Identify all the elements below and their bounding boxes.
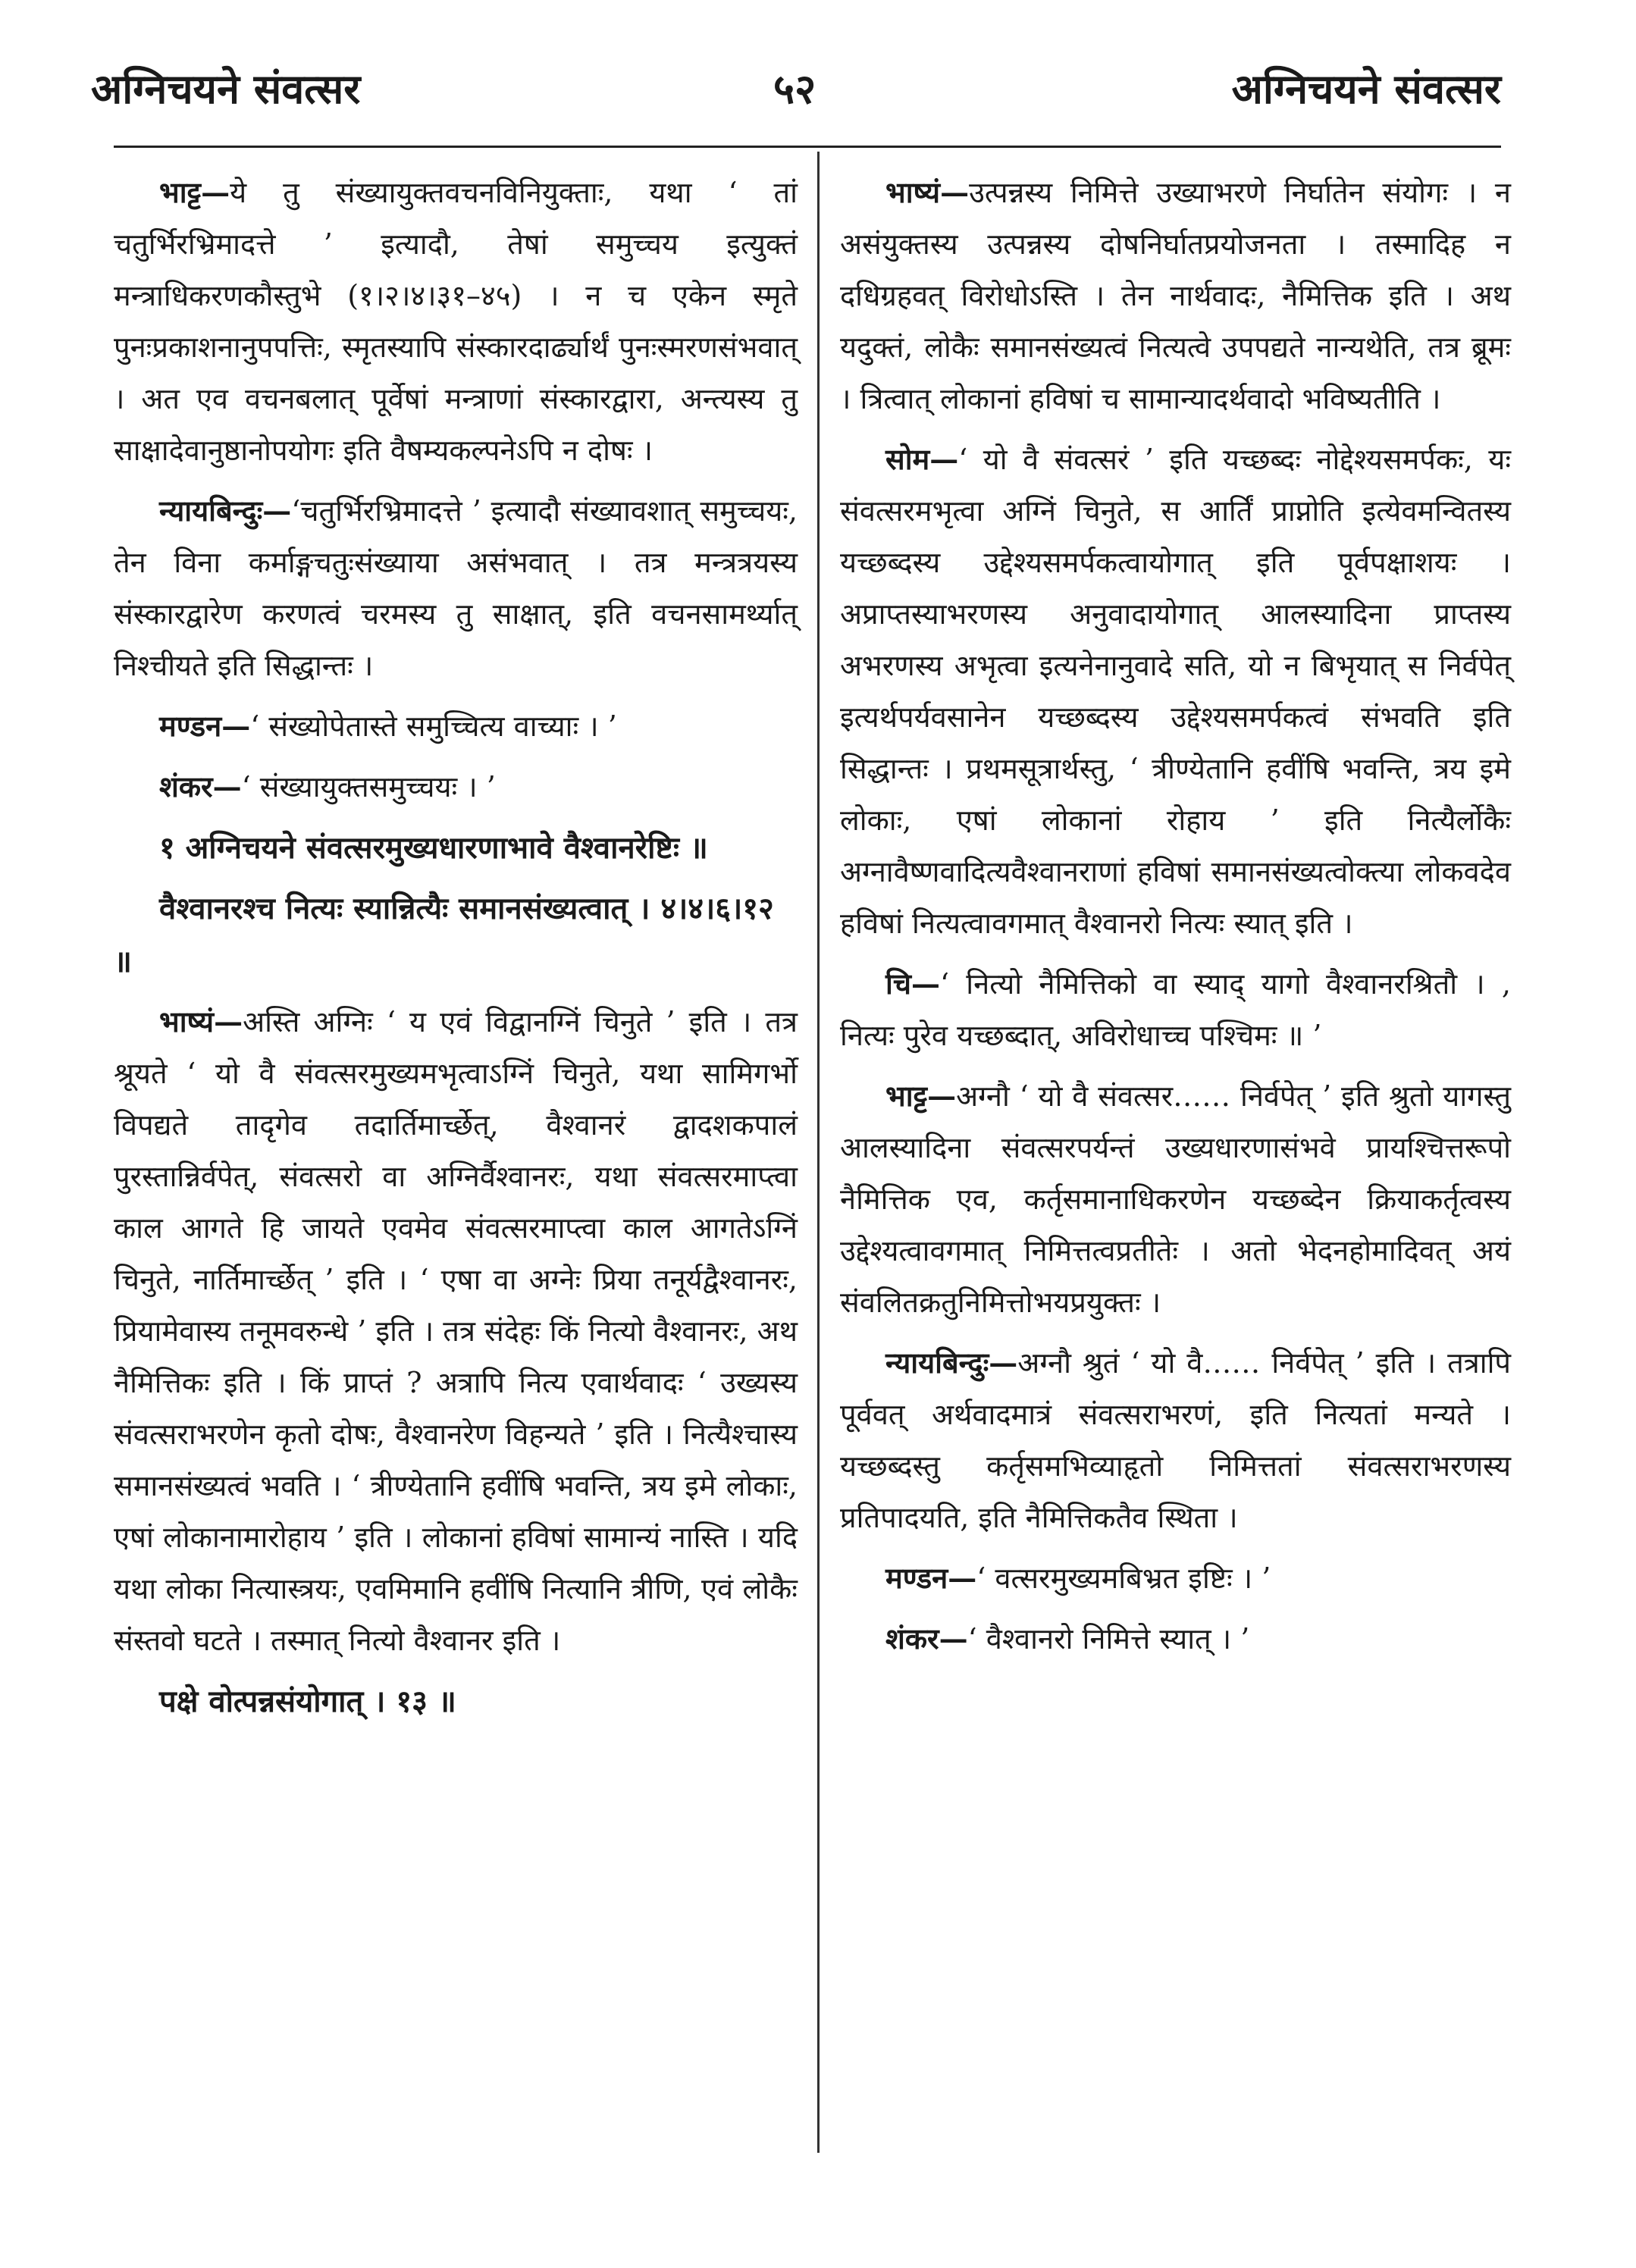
commentary-paragraph xyxy=(840,167,1511,424)
column-divider xyxy=(817,152,820,2153)
commentary-paragraph xyxy=(114,996,798,1666)
running-title-left: अग्निचयने संवत्सर xyxy=(91,65,361,113)
sutra-heading: वैश्वानरश्च नित्यः स्यान्नित्यैः समानसंख्यत्वात् । ४।४।६।१२ ॥ xyxy=(114,891,774,979)
commentary-text: ‘ वत्सरमुख्यमबिभ्रत इष्टिः । ’ xyxy=(976,1562,1271,1595)
commentary-paragraph xyxy=(114,167,798,476)
commentary-paragraph xyxy=(840,1337,1511,1543)
commentator-label: शंकर— xyxy=(159,769,242,804)
commentator-label: सोम— xyxy=(885,442,959,476)
page-header xyxy=(91,59,1501,135)
commentator-label: भाट्ट— xyxy=(885,1079,957,1113)
commentary-text: ‘ नित्यो नैमित्तिको वा स्याद् यागो वैश्वानरश्रितौ । , नित्यः पुरेव यच्छब्दात्, अविरोधाच्च पश्चिमः ॥ ’ xyxy=(840,967,1511,1052)
commentator-label: न्यायबिन्दुः— xyxy=(159,493,292,528)
commentary-text: ये तु संख्यायुक्तवचनविनियुक्ताः, यथा ‘ तां चतुर्भिरभ्रिमादत्ते ’ इत्यादौ, तेषां समुच्चय इत्युक्तं मन्त्राधिकरणकौस्तुभे (१।२।४।३१–४५) । न च एकेन स्मृते पुनःप्रकाशनानुपपत्तिः, स्मृतस्यापि संस्कारदार्ढ्यार्थं पुनःस्मरणसंभवात् । अत एव वचनबलात् पूर्वेषां मन्त्राणां संस्कारद्वारा, अन्त्यस्य तु साक्षादेवानुष्ठानोपयोगः इति वैषम्यकल्पनेऽपि न दोषः । xyxy=(114,176,798,467)
commentary-paragraph xyxy=(840,434,1511,949)
commentator-label: न्यायबिन्दुः— xyxy=(885,1345,1018,1380)
commentary-text: ‘ यो वै संवत्सरं ’ इति यच्छब्दः नोद्देश्यसमर्पकः, यः संवत्सरमभृत्वा अग्निं चिनुते, स आर्तिं प्राप्नोति इत्येवमन्वितस्य यच्छब्दस्य उद्देश्यसमर्पकत्वायोगात् इति पूर्वपक्षाशयः । अप्राप्तस्याभरणस्य अनुवादायोगात् आलस्यादिना प्राप्तस्य अभरणस्य अभृत्वा इत्यनेनानुवादे सति, यो न बिभृयात् स निर्वपेत् इत्यर्थपर्यवसानेन यच्छब्दस्य उद्देश्यसमर्पकत्वं संभवति इति सिद्धान्तः । प्रथमसूत्रार्थस्तु, ‘ त्रीण्येतानि हवींषि भवन्ति, त्रय इमे लोकाः, एषां लोकानां रोहाय ’ इति नित्यैर्लोकैः अग्नावैष्णवादित्यवैश्वानराणां हविषां समानसंख्यत्वोक्त्या लोकवदेव हविषां नित्यत्वावगमात् वैश्वानरो नित्यः स्यात् इति । xyxy=(840,443,1511,940)
page-number: ५२ xyxy=(773,65,816,113)
sutra-heading: पक्षे वोत्पन्नसंयोगात् । १३ ॥ xyxy=(159,1684,456,1719)
commentator-label: मण्डन— xyxy=(159,709,251,743)
commentary-paragraph xyxy=(114,761,798,813)
right-column xyxy=(840,167,1511,1674)
commentary-paragraph xyxy=(840,958,1511,1061)
commentary-text: अग्नौ श्रुतं ‘ यो वै…… निर्वपेत् ’ इति । तत्रापि पूर्ववत् अर्थवादमात्रं संवत्सराभरणं, इति नित्यतां मन्यते । यच्छब्दस्तु कर्तृसमभिव्याहृतो निमित्ततां संवत्सराभरणस्य प्रतिपादयति, इति नैमित्तिकतैव स्थिता । xyxy=(840,1346,1511,1534)
commentator-label: चि— xyxy=(885,966,940,1001)
commentary-text: उत्पन्नस्य निमित्ते उख्याभरणे निर्घातेन संयोगः । न असंयुक्तस्य उत्पन्नस्य दोषनिर्घातप्रयोजनता । तस्मादिह न दधिग्रहवत् विरोधोऽस्ति । तेन नार्थवादः, नैमित्तिक इति । अथ यदुक्तं, लोकैः समानसंख्यत्वं नित्यत्वे उपपद्यते नान्यथेति, तत्र ब्रूमः । त्रित्वात् लोकानां हविषां च सामान्यादर्थवादो भविष्यतीति । xyxy=(840,176,1511,415)
commentator-label: भाट्ट— xyxy=(159,175,230,209)
header-rule xyxy=(114,146,1501,148)
commentator-label: भाष्यं— xyxy=(159,1004,243,1038)
section-heading: १ अग्निचयने संवत्सरमुख्यधारणाभावे वैश्वानरेष्टिः ॥ xyxy=(159,831,708,866)
commentary-paragraph xyxy=(114,700,798,752)
commentary-text: ‘ वैश्वानरो निमित्ते स्यात् । ’ xyxy=(967,1622,1250,1656)
commentary-paragraph xyxy=(840,1070,1511,1328)
commentary-text: अग्नौ ‘ यो वै संवत्सर…… निर्वपेत् ’ इति श्रुतो यागस्तु आलस्यादिना संवत्सरपर्यन्तं उख्यधारणासंभवे प्रायश्चित्तरूपो नैमित्तिक एव, कर्तृसमानाधिकरणेन यच्छब्देन क्रियाकर्तृत्वस्य उद्देश्यत्वावगमात् निमित्तत्वप्रतीतेः । अतो भेदनहोमादिवत् अयं संवलितक्रतुनिमित्तोभयप्रयुक्तः । xyxy=(840,1079,1511,1319)
commentary-text: ‘ संख्यायुक्तसमुच्चयः । ’ xyxy=(241,770,496,804)
commentary-paragraph xyxy=(840,1552,1511,1604)
commentary-text: ‘ संख्योपेतास्ते समुच्चित्य वाच्याः । ’ xyxy=(250,710,617,743)
commentary-paragraph xyxy=(114,485,798,691)
commentator-label: शंकर— xyxy=(885,1621,968,1656)
commentator-label: भाष्यं— xyxy=(885,175,970,209)
left-column xyxy=(114,167,798,1736)
commentary-text: अस्ति अग्निः ‘ य एवं विद्वानग्निं चिनुते ’ इति । तत्र श्रूयते ‘ यो वै संवत्सरमुख्यमभृत्वाऽग्निं चिनुते, यथा सामिगर्भो विपद्यते तादृगेव तदार्तिमार्च्छेत्, वैश्वानरं द्वादशकपालं पुरस्तान्निर्वपेत्, संवत्सरो वा अग्निर्वैश्वानरः, यथा संवत्सरमाप्त्वा काल आगते हि जायते एवमेव संवत्सरमाप्त्वा काल आगतेऽग्निं चिनुते, नार्तिमार्च्छेत् ’ इति । ‘ एषा वा अग्नेः प्रिया तनूर्यद्वैश्वानरः, प्रियामेवास्य तनूमवरुन्धे ’ इति । तत्र संदेहः किं नित्यो वैश्वानरः, अथ नैमित्तिकः इति । किं प्राप्तं ? अत्रापि नित्य एवार्थवादः ‘ उख्यस्य संवत्सराभरणेन कृतो दोषः, वैश्वानरेण विहन्यते ’ इति । नित्यैश्चास्य समानसंख्यत्वं भवति । ‘ त्रीण्येतानि हवींषि भवन्ति, त्रय इमे लोकाः, एषां लोकानामारोहाय ’ इति । लोकानां हविषां सामान्यं नास्ति । यदि यथा लोका नित्यास्त्रयः, एवमिमानि हवींषि नित्यानि त्रीणि, एवं लोकैः संस्तवो घटते । तस्मात् नित्यो वैश्वानर इति । xyxy=(114,1005,798,1657)
commentary-text: ‘चतुर्भिरभ्रिमादत्ते ’ इत्यादौ संख्यावशात् समुच्चयः, तेन विना कर्माङ्गचतुःसंख्याया असंभवात् । तत्र मन्त्रत्रयस्य संस्कारद्वारेण करणत्वं चरमस्य तु साक्षात्, इति वचनसामर्थ्यात् निश्चीयते इति सिद्धान्तः । xyxy=(114,494,798,682)
commentary-paragraph xyxy=(840,1613,1511,1665)
running-title-right: अग्निचयने संवत्सर xyxy=(1231,65,1501,113)
commentator-label: मण्डन— xyxy=(885,1561,977,1595)
